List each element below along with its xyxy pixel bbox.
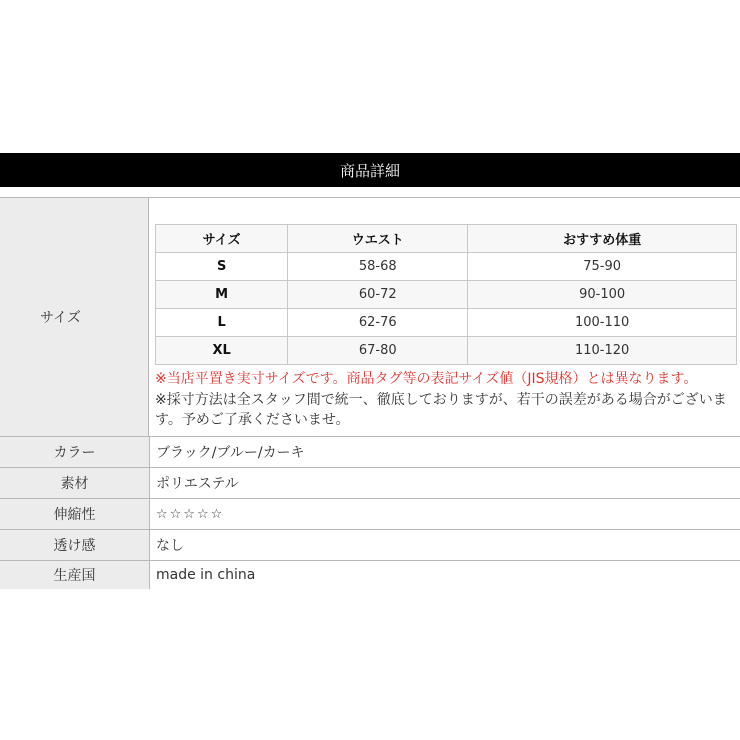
size-chart-cell: 100-110 (468, 309, 737, 337)
spec-row-color (0, 437, 740, 468)
spec-value: なし (156, 538, 184, 554)
size-chart-row (156, 281, 737, 309)
spec-value: made in china (156, 567, 256, 583)
spec-label: カラー (0, 437, 150, 467)
spec-row-material (0, 468, 740, 499)
spec-row-size (0, 198, 740, 437)
star-rating-icon: ☆☆☆☆☆ (156, 506, 225, 522)
size-note-measurement: ※採寸方法は全スタッフ間で統一、徹底しておりますが、若干の誤差がある場合がございます。予めご了承くださいませ。 (155, 392, 727, 428)
spec-value: ブラック/ブルー/カーキ (156, 445, 305, 461)
size-chart-cell: 67-80 (288, 337, 468, 365)
size-chart-header: おすすめ体重 (468, 225, 737, 253)
size-chart-cell: 60-72 (288, 281, 468, 309)
size-note-warning: ※当店平置き実寸サイズです。商品タグ等の表記サイズ値（JIS規格）とは異なります。 (155, 371, 698, 387)
spec-label: サイズ (0, 198, 149, 436)
size-chart-cell: 90-100 (468, 281, 737, 309)
size-chart (155, 224, 737, 365)
size-chart-cell: 62-76 (288, 309, 468, 337)
spec-row-sheerness (0, 530, 740, 561)
size-chart-cell: L (156, 309, 288, 337)
size-chart-row (156, 309, 737, 337)
size-chart-header-row (156, 225, 737, 253)
spec-label: 透け感 (0, 530, 150, 560)
spec-value: ポリエステル (156, 476, 239, 492)
spec-value-size (149, 198, 740, 436)
size-chart-row (156, 337, 737, 365)
spec-table (0, 197, 740, 589)
size-chart-header: ウエスト (288, 225, 468, 253)
size-chart-row (156, 253, 737, 281)
size-chart-cell: XL (156, 337, 288, 365)
size-chart-cell: M (156, 281, 288, 309)
size-chart-cell: 110-120 (468, 337, 737, 365)
spec-row-origin (0, 561, 740, 589)
section-title: 商品詳細 (339, 161, 400, 180)
spec-label: 素材 (0, 468, 150, 498)
size-chart-cell: S (156, 253, 288, 281)
size-chart-cell: 58-68 (288, 253, 468, 281)
spec-label: 生産国 (0, 561, 150, 589)
spec-row-stretch (0, 499, 740, 530)
spec-label: 伸縮性 (0, 499, 150, 529)
spec-value-stretch (150, 499, 740, 529)
size-chart-header: サイズ (156, 225, 288, 253)
section-header (0, 153, 740, 187)
size-chart-cell: 75-90 (468, 253, 737, 281)
